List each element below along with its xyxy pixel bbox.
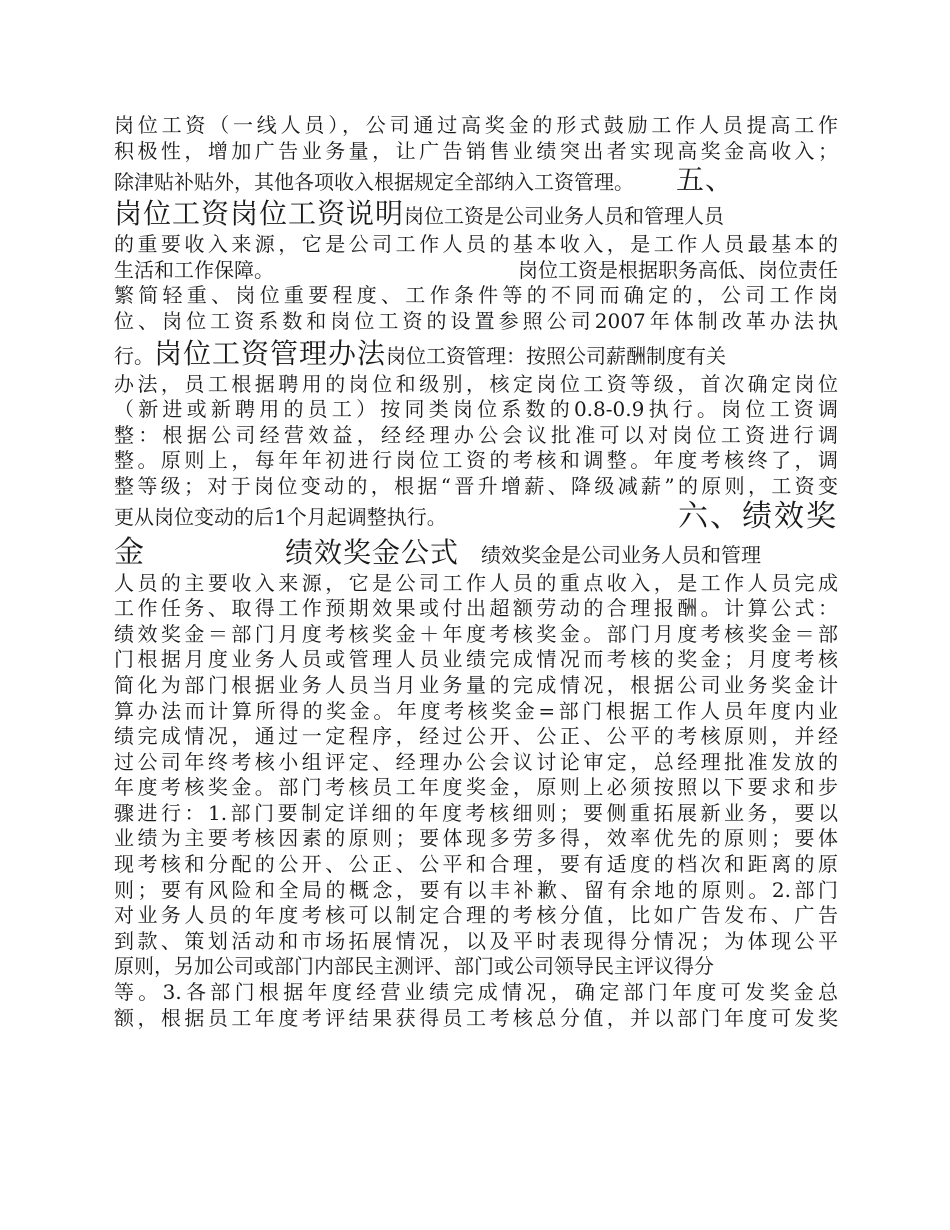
text-line: 绩效奖金＝部门月度考核奖金＋年度考核奖金。部门月度考核奖金＝部 (114, 621, 838, 646)
text-line: 骤进行：1.部门要制定详细的年度考核细则；要侧重拓展新业务，要以 (114, 800, 838, 825)
text-line: 岗位工资岗位工资说明岗位工资是公司业务人员和管理人员 (114, 197, 725, 231)
section-heading-6: 六、绩效奖 (678, 499, 838, 534)
document-page (114, 113, 838, 1031)
text-line: 繁简轻重、岗位重要程度、工作条件等的不同而确定的，公司工作岗 (114, 283, 838, 308)
text-line: 位、岗位工资系数和岗位工资的设置参照公司2007年体制改革办法执 (114, 308, 838, 333)
text-line: 工作任务、取得工作预期效果或付出超额劳动的合理报酬。计算公式： (114, 596, 838, 621)
text-line: 业绩为主要考核因素的原则；要体现多劳多得，效率优先的原则；要体 (114, 826, 838, 851)
text-line: 到款、策划活动和市场拓展情况，以及平时表现得分情况；为体现公平 (114, 928, 838, 953)
text-line: 门根据月度业务人员或管理人员业绩完成情况而考核的奖金；月度考核 (114, 647, 838, 672)
heading-position-salary: 岗位工资岗位工资说明 (114, 197, 405, 231)
text-line: 的重要收入来源，它是公司工作人员的基本收入，是工作人员最基本的 (114, 232, 838, 257)
section-heading-5: 五、 (676, 164, 735, 196)
text-line: 整。原则上，每年年初进行岗位工资的考核和调整。年度考核终了，调 (114, 448, 838, 473)
text-line: 对业务人员的年度考核可以制定合理的考核分值，比如广告发布、广告 (114, 903, 838, 928)
text-line: 整：根据公司经营效益，经经理办公会议批准可以对岗位工资进行调 (114, 422, 838, 447)
text-line: 等。3.各部门根据年度经营业绩完成情况，确定部门年度可发奖金总 (114, 980, 838, 1005)
section-heading-6-cont: 金 (114, 534, 145, 570)
text-line: 原则，另加公司或部门内部民主测评、部门或公司领导民主评议得分 (114, 954, 714, 979)
text-line: 算办法而计算所得的奖金。年度考核奖金=部门根据工作人员年度内业 (114, 698, 838, 723)
text-line: 行。岗位工资管理办法岗位工资管理：按照公司薪酬制度有关 (114, 336, 727, 370)
text-line: 额，根据员工年度考评结果获得员工考核总分值，并以部门年度可发奖 (114, 1005, 838, 1030)
text-line: 办法，员工根据聘用的岗位和级别，核定岗位工资等级，首次确定岗位 (114, 371, 838, 396)
text-line: 整等级；对于岗位变动的，根据“晋升增薪、降级减薪”的原则，工资变 (114, 473, 838, 498)
text-line: 金 绩效奖金公式 绩效奖金是公司业务人员和管理 (114, 534, 762, 570)
text-line: 年度考核奖金。部门考核员工年度奖金，原则上必须按照以下要求和步 (114, 775, 838, 800)
text-line: 简化为部门根据业务人员当月业务量的完成情况，根据公司业务奖金计 (114, 672, 838, 697)
heading-position-salary-management: 岗位工资管理办法 (154, 336, 387, 370)
text-line: 人员的主要收入来源，它是公司工作人员的重点收入，是工作人员完成 (114, 570, 838, 595)
text-line: 积极性，增加广告业务量，让广告销售业绩突出者实现高奖金高收入； (114, 138, 838, 163)
text-line: 则；要有风险和全局的概念，要有以丰补歉、留有余地的原则。2.部门 (114, 877, 838, 902)
text-line: 过公司年终考核小组评定、经理办公会议讨论审定，总经理批准发放的 (114, 749, 838, 774)
text-line: 生活和工作保障。 岗位工资是根据职务高低、岗位责任 (114, 257, 838, 282)
text-line: 绩完成情况，通过一定程序，经过公开、公正、公平的考核原则，并经 (114, 724, 838, 749)
text-line: 除津贴补贴外，其他各项收入根据规定全部纳入工资管理。 五、 (114, 164, 735, 196)
heading-performance-bonus-formula: 绩效奖金公式 (285, 535, 460, 569)
text-line: 岗位工资（一线人员），公司通过高奖金的形式鼓励工作人员提高工作 (114, 113, 838, 137)
text-line: 更从岗位变动的后1个月起调整执行。 六、绩效奖 (114, 499, 838, 534)
text-line: 现考核和分配的公开、公正、公平和合理，要有适度的档次和距离的原 (114, 852, 838, 877)
text-line: （新进或新聘用的员工）按同类岗位系数的0.8-0.9执行。岗位工资调 (114, 397, 838, 422)
